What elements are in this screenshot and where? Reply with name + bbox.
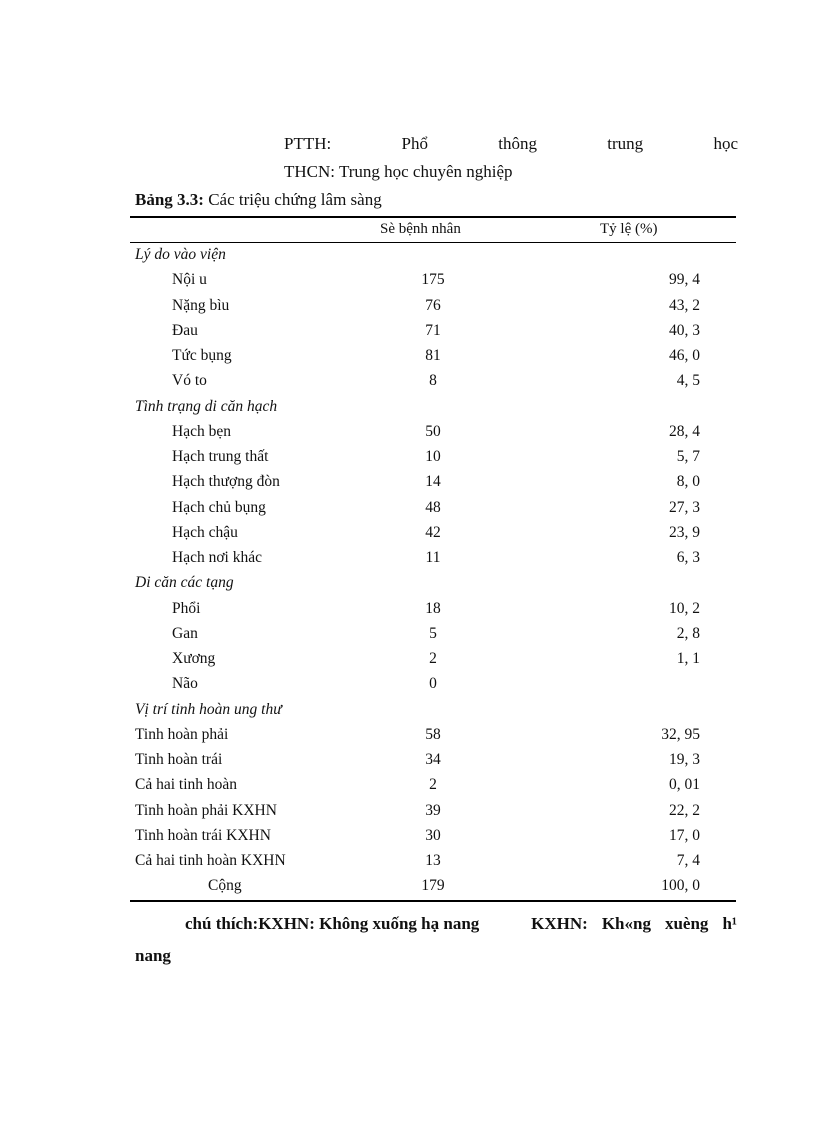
row-label: Cả hai tinh hoàn (135, 776, 238, 794)
row-patient-count: 42 (425, 523, 441, 541)
row-percentage: 19, 3 (669, 751, 700, 768)
row-percentage: 17, 0 (669, 826, 700, 844)
row-patient-count: 30 (425, 826, 441, 844)
row-label: Di căn các tạng (135, 574, 234, 592)
table-row (130, 269, 736, 294)
table-header-rule (130, 242, 736, 243)
row-label: Nặng bìu (172, 296, 230, 314)
row-percentage: 28, 4 (669, 422, 700, 440)
row-patient-count: 76 (425, 296, 441, 314)
abbrev-ptth-word: trung (607, 134, 644, 153)
table-bottom-rule (130, 900, 736, 902)
row-patient-count: 34 (425, 751, 441, 768)
row-label: Hạch bẹn (172, 422, 231, 440)
footnote-word: xuèng (664, 914, 709, 933)
table-row (130, 673, 736, 698)
footnote-word: h¹ (722, 914, 737, 933)
row-percentage: 0, 01 (669, 776, 700, 794)
header-percentage: Tỷ lệ (%) (600, 221, 658, 237)
table-row (130, 522, 736, 547)
footnote-definition: chú thích:KXHN: Không xuống hạ nang (185, 914, 480, 933)
category-row (130, 244, 736, 269)
row-patient-count: 39 (425, 801, 441, 819)
row-patient-count: 48 (425, 498, 441, 516)
row-patient-count: 18 (425, 599, 441, 617)
row-percentage: 2, 8 (676, 624, 700, 642)
row-label: Hạch chậu (172, 523, 238, 541)
row-percentage: 99, 4 (669, 271, 700, 289)
category-row (130, 699, 736, 724)
total-row (130, 875, 736, 900)
row-label: Não (172, 675, 198, 693)
row-patient-count: 81 (425, 347, 441, 364)
table-row (130, 598, 736, 623)
row-label: Tinh hoàn phải KXHN (135, 801, 277, 819)
table-row (130, 623, 736, 648)
table-row (130, 295, 736, 320)
row-percentage: 40, 3 (669, 321, 700, 339)
caption-label: Bảng 3.3: (135, 190, 204, 209)
table-row (130, 471, 736, 496)
row-patient-count: 14 (425, 473, 441, 491)
row-patient-count: 0 (429, 675, 437, 693)
row-label: Tức bụng (172, 347, 232, 364)
row-percentage: 7, 4 (676, 852, 700, 869)
table-row (130, 320, 736, 345)
table-row (130, 825, 736, 850)
row-label: Cộng (208, 877, 242, 895)
row-patient-count: 10 (425, 448, 441, 465)
table-caption (135, 190, 382, 210)
row-label: Phổi (172, 599, 201, 617)
row-percentage: 8, 0 (676, 473, 700, 491)
table-row (130, 421, 736, 446)
table-row (130, 345, 736, 370)
row-patient-count: 179 (421, 877, 445, 895)
row-patient-count: 2 (429, 776, 437, 794)
abbrev-ptth-word: Phổ (401, 134, 428, 153)
row-percentage: 100, 0 (661, 877, 700, 895)
table-row (130, 724, 736, 749)
row-patient-count: 175 (421, 271, 445, 289)
row-label: Tinh hoàn trái (135, 751, 223, 768)
row-label: Đau (172, 321, 198, 339)
row-percentage: 32, 95 (661, 725, 700, 743)
row-percentage: 23, 9 (669, 523, 700, 541)
table-row (130, 446, 736, 471)
category-row (130, 396, 736, 421)
row-patient-count: 58 (425, 725, 441, 743)
row-patient-count: 71 (425, 321, 441, 339)
row-percentage: 22, 2 (669, 801, 700, 819)
row-percentage: 43, 2 (669, 296, 700, 314)
table-top-rule (130, 216, 736, 218)
table-row (130, 774, 736, 799)
row-label: Vó to (172, 372, 207, 390)
row-label: Tình trạng di căn hạch (135, 397, 278, 415)
row-label: Nội u (172, 271, 207, 289)
header-patient-count: Sè bệnh nhân (380, 221, 461, 237)
abbrev-thcn-line: THCN: Trung học chuyên nghiệp (284, 162, 513, 181)
table-row (130, 648, 736, 673)
row-label: Cả hai tinh hoàn KXHN (135, 852, 286, 869)
table-row (130, 370, 736, 395)
row-percentage: 27, 3 (669, 498, 700, 516)
table-row (130, 547, 736, 572)
row-patient-count: 13 (425, 852, 441, 869)
abbrev-ptth-line (284, 134, 738, 154)
row-label: Tinh hoàn trái KXHN (135, 826, 271, 844)
row-patient-count: 8 (429, 372, 437, 390)
row-label: Lý do vào viện (135, 246, 226, 263)
abbrev-ptth-word: PTTH: (284, 134, 332, 153)
row-patient-count: 11 (425, 549, 441, 566)
row-label: Xương (172, 650, 216, 667)
row-percentage: 5, 7 (676, 448, 700, 465)
footnote-word: Kh«ng (601, 914, 651, 933)
row-patient-count: 5 (429, 624, 437, 642)
row-label: Vị trí tinh hoàn ung thư (135, 700, 282, 718)
footnote-garbled (531, 914, 737, 934)
footnote-word: KXHN: (531, 914, 588, 933)
category-row (130, 572, 736, 597)
row-percentage: 46, 0 (669, 347, 700, 364)
row-label: Hạch nơi khác (172, 549, 262, 566)
table-row (130, 497, 736, 522)
row-label: Hạch chủ bụng (172, 498, 266, 516)
table-row (130, 800, 736, 825)
row-percentage: 4, 5 (676, 372, 700, 390)
table-row (130, 850, 736, 875)
caption-text: Các triệu chứng lâm sàng (208, 190, 382, 209)
row-label: Gan (172, 624, 198, 642)
footnote-continuation: nang (135, 946, 171, 965)
footnote-line (185, 914, 737, 934)
row-label: Hạch trung thất (172, 448, 269, 465)
abbrev-ptth-word: thông (498, 134, 537, 153)
row-patient-count: 2 (429, 650, 437, 667)
row-percentage: 1, 1 (676, 650, 700, 667)
abbrev-ptth-word: học (713, 134, 738, 153)
table-row (130, 749, 736, 774)
row-label: Tinh hoàn phải (135, 725, 229, 743)
row-patient-count: 50 (425, 422, 441, 440)
row-percentage: 10, 2 (669, 599, 700, 617)
row-label: Hạch thượng đòn (172, 473, 280, 491)
row-percentage: 6, 3 (676, 549, 700, 566)
